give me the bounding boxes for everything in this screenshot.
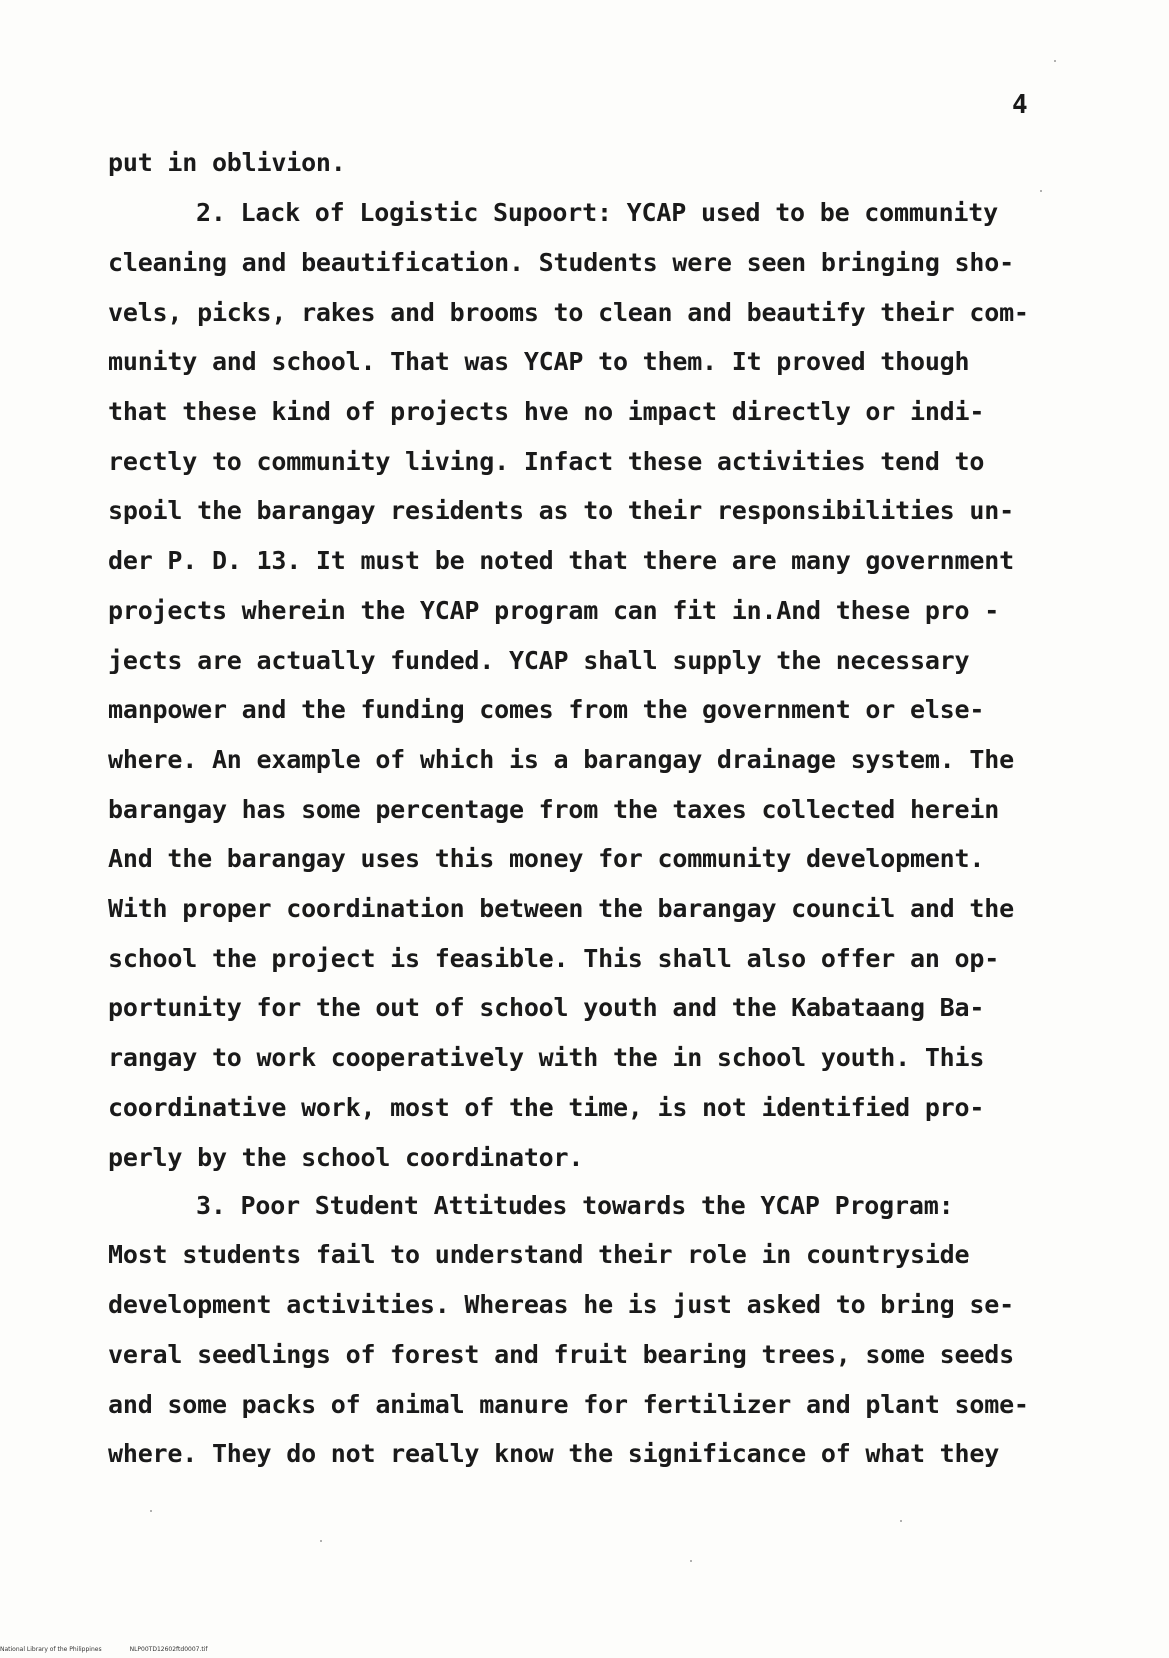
text-line: vels, picks, rakes and brooms to clean and beautify their com- [108, 298, 1029, 327]
text-line: perly by the school coordinator. [108, 1143, 584, 1172]
scan-speck [690, 1560, 692, 1562]
text-line: development activities. Whereas he is just asked to bring se- [108, 1290, 1014, 1319]
text-line: munity and school. That was YCAP to them. It proved though [108, 347, 970, 376]
footer-library: National Library of the Philippines [0, 1646, 102, 1653]
text-line: and some packs of animal manure for fertilizer and plant some- [108, 1390, 1029, 1419]
scan-footer [0, 1646, 236, 1653]
text-line: that these kind of projects hve no impact directly or indi- [108, 397, 985, 426]
text-line: barangay has some percentage from the taxes collected herein [108, 795, 1000, 824]
text-line: 2. Lack of Logistic Supoort: YCAP used to be community [196, 198, 998, 227]
text-line: And the barangay uses this money for community development. [108, 844, 985, 873]
text-line: cleaning and beautification. Students were seen bringing sho- [108, 248, 1014, 277]
text-line: With proper coordination between the barangay council and the [108, 894, 1014, 923]
text-line: manpower and the funding comes from the government or else- [108, 695, 985, 724]
footer-file: NLP00TD12602ftd0007.tif [129, 1646, 208, 1653]
text-line: where. An example of which is a barangay drainage system. The [108, 745, 1014, 774]
scan-speck [320, 1540, 322, 1542]
text-line: veral seedlings of forest and fruit bearing trees, some seeds [108, 1340, 1014, 1369]
text-line: rangay to work cooperatively with the in school youth. This [108, 1043, 985, 1072]
text-line: school the project is feasible. This shall also offer an op- [108, 944, 1000, 973]
text-line: projects wherein the YCAP program can fit in.And these pro - [108, 596, 1000, 625]
text-line: der P. D. 13. It must be noted that there are many government [108, 546, 1014, 575]
text-line: where. They do not really know the significance of what they [108, 1439, 1000, 1468]
scan-speck [150, 1510, 152, 1512]
page-number: 4 [1012, 90, 1028, 120]
text-line: portunity for the out of school youth and the Kabataang Ba- [108, 993, 985, 1022]
text-line: spoil the barangay residents as to their responsibilities un- [108, 496, 1014, 525]
scan-speck [1054, 60, 1056, 62]
text-line: jects are actually funded. YCAP shall supply the necessary [108, 646, 970, 675]
scan-speck [1040, 190, 1042, 192]
text-line: rectly to community living. Infact these activities tend to [108, 447, 985, 476]
scan-speck [900, 1520, 902, 1522]
text-line: 3. Poor Student Attitudes towards the YCAP Program: [196, 1191, 954, 1220]
text-line: coordinative work, most of the time, is not identified pro- [108, 1093, 985, 1122]
text-line: put in oblivion. [108, 148, 346, 177]
text-line: Most students fail to understand their role in countryside [108, 1240, 970, 1269]
